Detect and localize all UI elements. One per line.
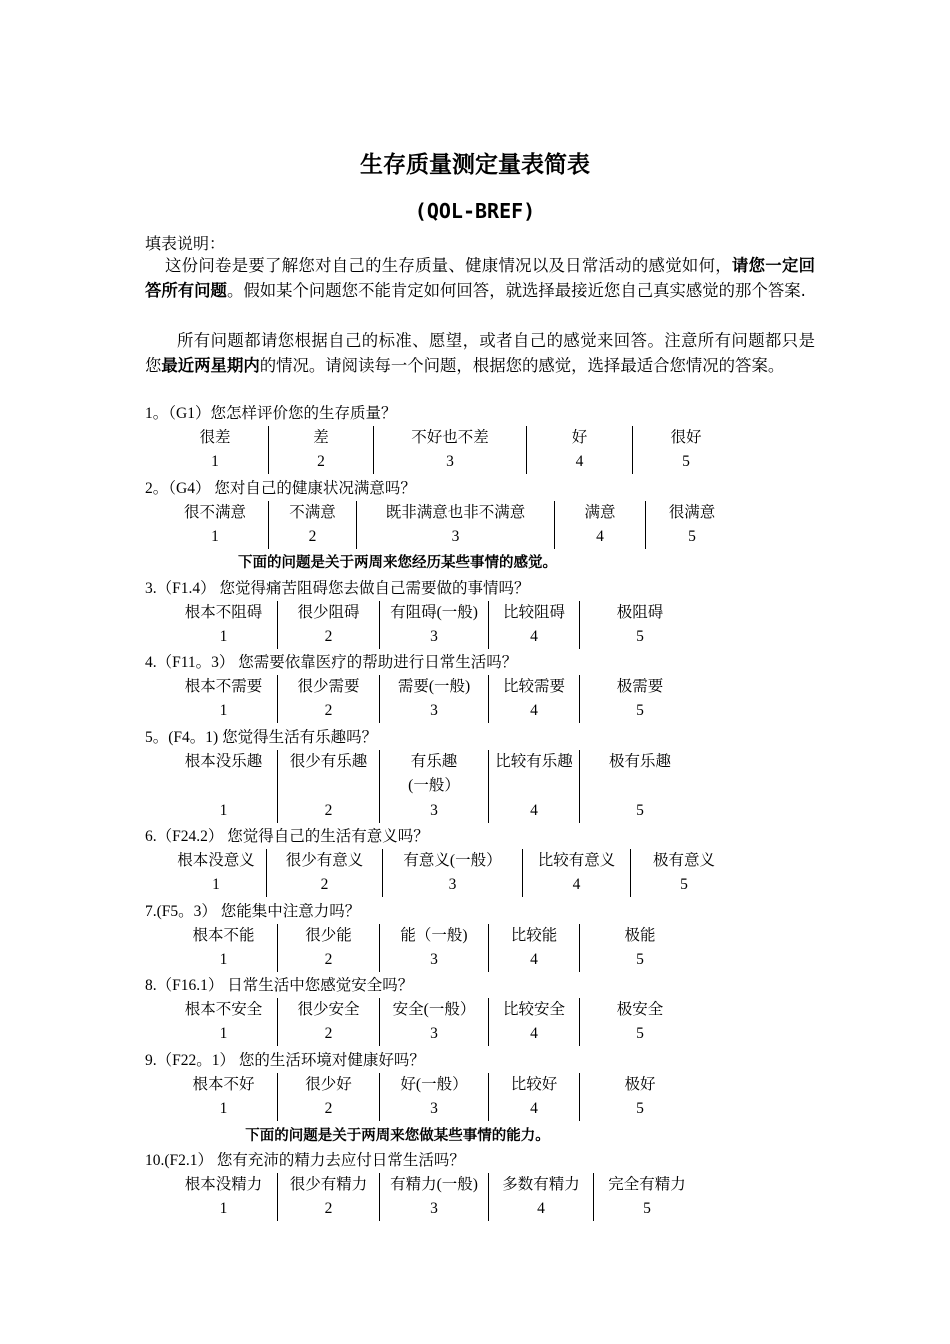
answer-option[interactable]: 根本不好 1 [170, 1073, 278, 1121]
answer-option[interactable]: 很少有精力 2 [278, 1173, 380, 1221]
answer-scale-4 [170, 675, 700, 723]
question-9: 9.（F22。1） 您的生活环境对健康好吗？ [145, 1052, 425, 1069]
answer-option[interactable]: 完全有精力 5 [608, 1176, 686, 1217]
page-title: 生存质量测定量表简表 [360, 152, 590, 178]
answer-option[interactable]: 很差 1 [162, 426, 269, 474]
answer-option[interactable]: 极需要 5 [616, 678, 664, 719]
instructions-paragraph-2: 所有问题都请您根据自己的标准、愿望，或者自己的感觉来回答。注意所有问题都只是您最近两星期内的情况。请阅读每一个问题，根据您的感觉，选择最适合您情况的答案。 [145, 331, 815, 375]
answer-scale-3 [170, 601, 700, 649]
answer-option[interactable]: 比较能 4 [489, 924, 580, 972]
answer-scale-7 [170, 924, 700, 972]
answer-scale-1 [162, 426, 739, 474]
answer-option[interactable]: 根本不阻碍 1 [170, 601, 278, 649]
answer-option[interactable]: 安全(一般） 3 [380, 998, 489, 1046]
answer-option[interactable]: 很少需要 2 [278, 675, 380, 723]
answer-option[interactable]: 不好也不差 3 [374, 426, 527, 474]
instructions-paragraph-1: 这份问卷是要了解您对自己的生存质量、健康情况以及日常活动的感觉如何，请您一定回答所有问题。假如某个问题您不能肯定如何回答，就选择最接近您自己真实感觉的那个答案. [145, 256, 816, 300]
answer-option[interactable]: 比较安全 4 [489, 998, 580, 1046]
answer-option[interactable]: 很少好 2 [278, 1073, 380, 1121]
answer-option[interactable]: 极有乐趣 5 [608, 753, 671, 819]
question-3: 3.（F1.4） 您觉得痛苦阻碍您去做自己需要做的事情吗？ [145, 580, 530, 597]
answer-option[interactable]: 有意义(一般） 3 [383, 849, 523, 897]
answer-option[interactable]: 比较需要 4 [489, 675, 580, 723]
answer-option[interactable]: 多数有精力 4 [489, 1173, 594, 1221]
answer-scale-6 [166, 849, 737, 897]
answer-option[interactable]: 很少能 2 [278, 924, 380, 972]
answer-scale-9 [170, 1073, 700, 1121]
question-1: 1。（G1）您怎样评价您的生存质量？ [145, 405, 397, 422]
answer-option[interactable]: 极好 5 [624, 1076, 656, 1117]
answer-option[interactable]: 极能 5 [624, 927, 656, 968]
answer-option[interactable]: 根本没精力 1 [170, 1173, 278, 1221]
answer-scale-5 [170, 750, 700, 823]
answer-option[interactable]: 既非满意也非不满意 3 [357, 501, 555, 549]
answer-option[interactable]: 极阻碍 5 [616, 604, 664, 645]
answer-option[interactable]: 很满意 5 [668, 504, 716, 545]
question-2: 2。（G4） 您对自己的健康状况满意吗？ [145, 480, 416, 497]
section-heading-feelings: 下面的问题是关于两周来您经历某些事情的感觉。 [238, 555, 557, 571]
answer-option[interactable]: 根本不安全 1 [170, 998, 278, 1046]
answer-option[interactable]: 很好 5 [670, 429, 702, 470]
answer-option[interactable]: 很不满意 1 [162, 501, 269, 549]
answer-option[interactable]: 有阻碍(一般) 3 [380, 601, 489, 649]
answer-scale-10 [170, 1173, 700, 1221]
answer-option[interactable]: 比较阻碍 4 [489, 601, 580, 649]
answer-option[interactable]: 不满意 2 [269, 501, 357, 549]
answer-option[interactable]: 比较好 4 [489, 1073, 580, 1121]
question-8: 8.（F16.1） 日常生活中您感觉安全吗？ [145, 977, 414, 994]
answer-option[interactable]: 比较有意义 4 [523, 849, 631, 897]
answer-option[interactable]: 根本没意义 1 [166, 849, 267, 897]
answer-option[interactable]: 比较有乐趣 4 [489, 750, 580, 823]
answer-option[interactable]: 根本没乐趣 1 [170, 750, 278, 823]
answer-option[interactable]: 能（一般) 3 [380, 924, 489, 972]
question-5: 5。(F4。1) 您觉得生活有乐趣吗？ [145, 729, 378, 746]
answer-option[interactable]: 极安全 5 [616, 1001, 664, 1042]
question-7: 7.(F5。3） 您能集中注意力吗？ [145, 903, 361, 920]
question-4: 4.（F11。3） 您需要依靠医疗的帮助进行日常生活吗？ [145, 654, 518, 671]
emphasis-text: 最近两星期内 [161, 356, 260, 375]
answer-option[interactable]: 很少有意义 2 [267, 849, 383, 897]
page-subtitle: (QOL-BREF) [414, 199, 536, 223]
question-10: 10.(F2.1） 您有充沛的精力去应付日常生活吗？ [145, 1152, 465, 1169]
answer-option[interactable]: 根本不能 1 [170, 924, 278, 972]
answer-option[interactable]: 差 2 [269, 426, 374, 474]
answer-option[interactable]: 满意 4 [555, 501, 646, 549]
instructions-label: 填表说明： [145, 234, 226, 253]
answer-option[interactable]: 有精力(一般) 3 [380, 1173, 489, 1221]
section-heading-abilities: 下面的问题是关于两周来您做某些事情的能力。 [245, 1128, 550, 1144]
answer-scale-2 [162, 501, 738, 549]
answer-option[interactable]: 很少阻碍 2 [278, 601, 380, 649]
answer-option[interactable]: 极有意义 5 [652, 852, 715, 893]
question-6: 6.（F24.2） 您觉得自己的生活有意义吗？ [145, 828, 429, 845]
answer-option[interactable]: 很少安全 2 [278, 998, 380, 1046]
answer-option[interactable]: 根本不需要 1 [170, 675, 278, 723]
answer-option[interactable]: 好(一般） 3 [380, 1073, 489, 1121]
answer-scale-8 [170, 998, 700, 1046]
answer-option[interactable]: 很少有乐趣 2 [278, 750, 380, 823]
answer-option[interactable]: 需要(一般) 3 [380, 675, 489, 723]
answer-option[interactable]: 好 4 [527, 426, 633, 474]
emphasis-text: 请您一定回答所有问题 [145, 256, 816, 300]
answer-option[interactable]: 有乐趣(一般） 3 [380, 750, 489, 823]
